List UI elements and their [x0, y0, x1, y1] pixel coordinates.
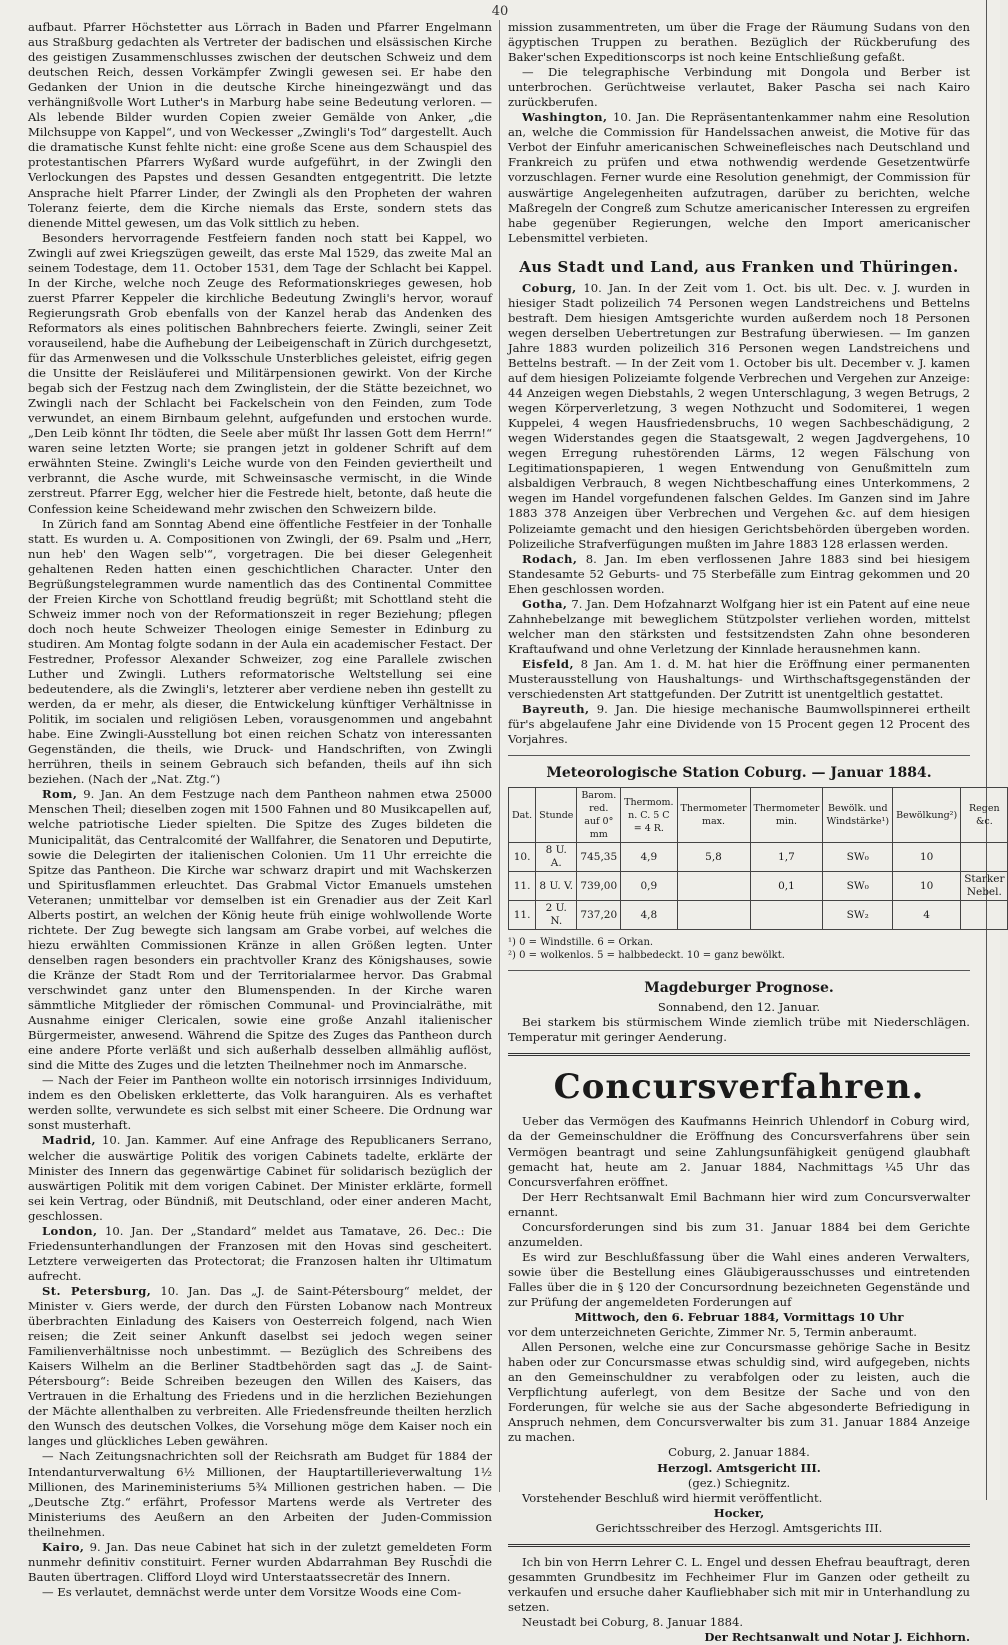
rom-article [28, 787, 492, 1073]
table-cell: 8 U. A. [536, 843, 577, 872]
coburg-article [508, 281, 970, 552]
washington-text: 10. Jan. Die Repräsentantenkammer nahm eine Resolution an, welche die Commission für Handelssachen anweist, die Motive für das Verbot der Einfuhr americanischen Schweinefleisches nach Deutschland und Frankreich zu prüfen und etwa nothwendig werdende Gesetzentwürfe vorzuschlagen. Ferner wurde eine Resolution genehmigt, der Commission für auswärtige Angelegenheiten aufzutragen, darüber zu berichten, welche Maßregeln der Congreß zum Schutze americanischer Interessen zu ergreifen habe gegenüber Regierungen, welche den Import americanischer Lebensmittel verbieten. [508, 110, 970, 245]
eisfeld-dateline: Eisfeld, [522, 656, 574, 671]
table-row [509, 843, 1008, 872]
table-cell: 745,35 [577, 843, 621, 872]
concurs-paragraph: Es wird zur Beschlußfassung über die Wahl eines anderen Verwalters, sowie über die Bestellung eines Gläubigerausschusses und eintretenden Falles über die in § 120 der Concursordnung bezeichneten Gegenstände und zur Prüfung der angemeldeten Forderungen auf [508, 1249, 970, 1309]
table-cell: 8 U. V. [536, 872, 577, 901]
separator-rule [508, 1053, 970, 1056]
bayreuth-text: 9. Jan. Die hiesige mechanische Baumwollspinnerei ertheilt für's abgelaufene Jahr eine Dividende von 15 Procent gegen 12 Procent des Vorjahres. [508, 702, 971, 747]
gotha-dateline: Gotha, [522, 596, 568, 611]
coburg-text: 10. Jan. In der Zeit vom 1. Oct. bis ult. Dec. v. J. wurden in hiesiger Stadt polizeilich 74 Personen wegen Landstreichens und Bettelns bestraft. Dem hiesigen Amtsgerichte wurden außerdem noch 18 Personen wegen derselben Uebertretungen zur Bestrafung überwiesen. — Im ganzen Jahre 1883 wurden polizeilich 316 Personen wegen Landstreichens und Bettelns bestraft. — In der Zeit vom 1. October bis ult. December v. J. kamen auf dem hiesigen Polizeiamte folgende Verbrechen und Vergehen zur Anzeige: 44 Anzeigen wegen Diebstahls, 2 wegen Unterschlagung, 3 wegen Betrugs, 2 wegen Körperverletzung, 3 wegen Nothzucht und Sodomiterei, 1 wegen Kuppelei, 4 wegen Hausfriedensbruchs, 10 wegen Sachbeschädigung, 2 wegen Widerstandes gegen die Staatsgewalt, 2 wegen Jagdvergehens, 10 wegen Erregung ruhestörenden Lärms, 12 wegen Fälschung von Legitimationspapieren, 1 wegen Entwendung von Genußmitteln zum alsbaldigen Verbrauch, 8 wegen Nichtbeschaffung eines Unterkommens, 2 wegen im Handel vorgefundenen falschen Geldes. Im Ganzen sind im Jahre 1883 378 Anzeigen über Verbrechen und Vergehen &c. auf dem hiesigen Polizeiamte gemacht und den hiesigen Gerichtsbehörden übergeben worden. Polizeiliche Strafverfügungen mußten im Jahre 1883 128 erlassen werden. [508, 280, 970, 551]
washington-dateline: Washington, [522, 110, 608, 125]
rom-dateline: Rom, [42, 787, 78, 802]
table-cell: 4 [893, 901, 961, 930]
table-cell: 11. [509, 872, 536, 901]
prognose-title: Magdeburger Prognose. [644, 980, 834, 997]
concurs-paragraph: Ueber das Vermögen des Kaufmanns Heinrich Uhlendorf in Coburg wird, da der Gemeinschuldner die Eröffnung des Concursverfahrens über sein Vermögen beantragt und seine Zahlungsunfähigkeit genügend glaubhaft gemacht hat, heute am 2. Januar 1884, Nachmittags ¼5 Uhr das Concursverfahren eröffnet. [508, 1114, 970, 1189]
table-cell: 11. [509, 901, 536, 930]
concurs-hearing-date: Mittwoch, den 6. Februar 1884, Vormittags 10 Uhr [574, 1310, 904, 1325]
madrid-dateline: Madrid, [42, 1133, 96, 1148]
table-cell: 2 U. N. [536, 901, 577, 930]
concurs-court: Herzogl. Amtsgericht III. [657, 1460, 821, 1475]
table-cell [750, 901, 823, 930]
table-cell [677, 872, 750, 901]
table-cell: SW₀ [823, 843, 893, 872]
table-cell: 0,1 [750, 872, 823, 901]
table-cell: Starker Nebel. [961, 872, 1008, 901]
table-cell: 4,8 [621, 901, 677, 930]
zwingli-paragraph-2: Besonders hervorragende Festfeiern fanden noch statt bei Kappel, wo Zwingli auf zwei Kriegszügen geweilt, das erste Mal 1529, das zweite Mal an seinem Todestage, dem 11. October 1531, dem Tage der Schlacht bei Kappel. In der Kirche, welche noch Zeuge des Reformationskrieges gewesen, hob zuerst Pfarrer Keppeler die kirchliche Bedeutung Zwingli's hervor, worauf Regierungsrath Grob ebenfalls von der Kanzel herab das Andenken des Reformators als eines politischen Bahnbrechers feierte. Zwingli, seiner Zeit vorauseilend, habe die Aufhebung der Leibeigenschaft in Zürich durchgesetzt, für das Armenwesen und die Volksschule Unsterbliches geleistet, eifrig gegen die Unsitte der Reisläuferei und Militärpensionen gewirkt. Von der Kirche begab sich der Festzug nach dem Zwinglistein, der die Stätte bezeichnet, wo Zwingli nach der Schlacht bei Fackelschein von den Feinden, zum Tode verwundet, an einem Birnbaum gelehnt, aufgefunden und erstochen wurde. „Den Leib könnt Ihr tödten, die Seele aber müßt Ihr lassen Gott dem Herrn!“ waren seine letzten Worte; sie prangen jetzt in goldener Schrift auf dem erwähnten Steine. Zwingli's Leiche wurde von den Feinden geviertheilt und verbrannt, die Asche wurde, mit Schweinsasche vermischt, in die Winde zerstreut. Pfarrer Egg, welcher hier die Festrede hielt, betonte, daß heute die Confession keine Scheidewand mehr zwischen den Schweizern bilde. [28, 230, 492, 516]
table-row [509, 901, 1008, 930]
table-cell [677, 901, 750, 930]
bayreuth-article [508, 702, 970, 747]
engel-signature: Der Rechtsanwalt und Notar J. Eichhorn. [704, 1629, 970, 1644]
concurs-paragraph: Concursforderungen sind bis zum 31. Januar 1884 bei dem Gerichte anzumelden. [508, 1219, 970, 1249]
page-edge-line [986, 0, 987, 1500]
stpetersburg-article-continued: — Nach Zeitungsnachrichten soll der Reichsrath am Budget für 1884 der Intendanturverwaltung 6½ Millionen, der Hauptartillerieverwaltung 1½ Millionen, des Marineministeriums 5¾ Millionen gestrichen haben. — Die „Deutsche Ztg.“ erfährt, Professor Martens werde als Vertreter des Ministeriums des Aeußern an den Arbeiten der Juden-Commission theilnehmen. [28, 1449, 492, 1539]
rom-text: 9. Jan. An dem Festzuge nach dem Pantheon nahmen etwa 25000 Menschen Theil; dieselben zogen mit 1500 Fahnen und 80 Musikcapellen auf, welche patriotische Lieder spielten. Die Spitze des Zuges bildeten die Municipalität, das Centralcomité der Wallfahrer, die Senatoren und Deputirte, sowie die Delegirten der italienischen Colonien. Um 11 Uhr erreichte die Spitze das Pantheon. Die Kirche war schwarz drapirt und mit Wachskerzen und Spiritusflammen erleuchtet. Das Grabmal Victor Emanuels umstehen Veteranen; unmittelbar vor demselben ist ein Grenadier aus der Zeit Karl Alberts postirt, an welchen der König heute früh einige wohlwollende Worte richtete. Der Zug bewegte sich langsam am Grabe vorbei, auf welches die hiezu erwählten Commissionen Kränze in allen Größen legten. Unter denselben ragen besonders ein prachtvoller Kranz des Königshauses, sowie die Kränze der Stadt Rom und der Territorialarmee hervor. Das Grabmal verschwindet ganz unter den Blumenspenden. In der Kirche waren sämmtliche Mitglieder der römischen Communal- und Provincialräthe, mit Ausnahme einiger Clericalen, sowie eine große Anzahl italienischer Bürgermeister, anwesend. Während die Spitze des Zuges das Pantheon durch eine andere Pforte verläßt und sich außerhalb desselben allmählig auflöst, sind die Mitte des Zuges und die letzten Theilnehmer noch im Anmarsche. [28, 787, 492, 1073]
zwingli-paragraph-1: aufbaut. Pfarrer Höchstetter aus Lörrach in Baden und Pfarrer Engelmann aus Straßburg gedachten als Vertreter der badischen und elsässischen Kirche des geistigen Zusammenschlusses zwischen der deutschen Schweiz und dem deutschen Reich, dessen Vorkämpfer Zwingli gewesen sei. Er habe den Gedanken der Union in die deutsche Kirche hineingezwängt und das verhängnißvolle Wort Luther's in Marburg habe seine Bedeutung verloren. — Als lebende Bilder wurden Copien zweier Gemälde von Anker, „die Milchsuppe von Kappel“, und von Weckesser „Zwingli's Tod“ dargestellt. Auch die dramatische Kunst fehlte nicht: eine große Scene aus dem Schauspiel des protestantischen Pfarrers Wyßard wurde aufgeführt, in der Zwingli den Verlockungen des Papstes und dessen Gesandten entgegentritt. Die letzte Ansprache hielt Pfarrer Linder, der Zwingli als den Propheten der wahren Toleranz feierte, dem die Kirche niemals das Erste, sondern stets das dienende Mittel gewesen, um das Volk sittlich zu heben. [28, 20, 492, 230]
weather-header-cell: Thermometer min. [750, 788, 823, 843]
engel-advertisement: Ich bin von Herrn Lehrer C. L. Engel und dessen Ehefrau beauftragt, deren gesammten Grundbesitz im Fechheimer Flur im Ganzen oder getheilt zu verkaufen und ersuche daher Kaufliebhaber sich mit mir in Unterhandlung zu setzen. [508, 1554, 970, 1614]
eisfeld-article [508, 657, 970, 702]
right-column [508, 20, 1005, 1644]
stpetersburg-dateline: St. Petersburg, [42, 1283, 152, 1298]
weather-header-cell: Bewölkung²) [893, 788, 961, 843]
kairo-article-continued: — Es verlautet, demnächst werde unter dem Vorsitze Woods eine Com- [42, 1584, 462, 1599]
prognose-date: Sonnabend, den 12. Januar. [657, 1000, 821, 1015]
table-cell: 4,9 [621, 843, 677, 872]
weather-header-cell: Stunde [536, 788, 577, 843]
concurs-title: Concursverfahren. [553, 1067, 925, 1108]
weather-table-header [509, 788, 1008, 843]
weather-header-cell: Dat. [509, 788, 536, 843]
gotha-text: 7. Jan. Dem Hofzahnarzt Wolfgang hier ist ein Patent auf eine neue Zahnhebelzange mit beweglichem Stützpolster verliehen worden, mittelst welcher man den stärksten und festsitzendsten Zahn ohne besonderen Kraftaufwand und ohne Verletzung der Kinnlade herausnehmen kann. [508, 596, 971, 656]
washington-article [508, 110, 970, 245]
eisfeld-text: 8 Jan. Am 1. d. M. hat hier die Eröffnung einer permanenten Musterausstellung von Haushaltungs- und Wirthschaftsgegenständen der verschiedensten Art stattgefunden. Der Zutritt ist unentgeltlich gestattet. [508, 656, 971, 702]
prognose-text: Bei starkem bis stürmischem Winde ziemlich trübe mit Niederschlägen. Temperatur mit geringer Aenderung. [508, 1015, 970, 1045]
weather-header-cell: Thermom. n. C. 5 C = 4 R. [621, 788, 677, 843]
table-cell: 5,8 [677, 843, 750, 872]
table-cell: 10. [509, 843, 536, 872]
gotha-article [508, 597, 970, 657]
left-column [28, 20, 493, 1599]
page-number: 40 [491, 4, 509, 19]
kairo-article [28, 1540, 492, 1585]
concurs-paragraph: Der Herr Rechtsanwalt Emil Bachmann hier wird zum Concursverwalter ernannt. [508, 1189, 970, 1219]
weather-footnote-2: ²) 0 = wolkenlos. 5 = halbbedeckt. 10 = ganz bewölkt. [508, 950, 785, 962]
rom-article-continued: — Nach der Feier im Pantheon wollte ein notorisch irrsinniges Individuum, indem es den Obelisken erkletterte, das Volk haranguiren. Als es verhaftet werden sollte, verwundete es sich selbst mit einer Scheere. Die Ordnung war sonst musterhaft. [28, 1073, 492, 1133]
separator-rule [508, 970, 970, 971]
rodach-article [508, 552, 970, 597]
table-row [509, 872, 1008, 901]
weather-header-cell: Barom. red. auf 0° mm [577, 788, 621, 843]
engel-date: Neustadt bei Coburg, 8. Januar 1884. [522, 1614, 744, 1629]
concurs-clerk: Gerichtsschreiber des Herzogl. Amtsgerichts III. [595, 1520, 883, 1535]
kairo-dateline: Kairo, [42, 1539, 85, 1554]
concurs-signature: (gez.) Schiegnitz. [687, 1475, 791, 1490]
kairo-continuation: mission zusammentreten, um über die Frage der Räumung Sudans von den ägyptischen Truppen zu berathen. Bezüglich der Rückberufung des Baker'schen Expeditionscorps ist noch keine Entschließung gefaßt. [508, 20, 970, 65]
stpetersburg-article [28, 1284, 492, 1450]
london-article [28, 1224, 492, 1284]
table-cell: SW₀ [823, 872, 893, 901]
dongola-paragraph: — Die telegraphische Verbindung mit Dongola und Berber ist unterbrochen. Gerüchtweise verlautet, Baker Pascha sei nach Kairo zurückberufen. [508, 65, 970, 110]
table-cell: 10 [893, 872, 961, 901]
kairo-text: 9. Jan. Das neue Cabinet hat sich in der zuletzt gemeldeten Form nunmehr definitiv constituirt. Ferner wurden Abdarrahman Bey Rusch̄di die Bauten übertragen. Clifford Lloyd wird Unterstaatssecretär des Innern. [28, 1539, 493, 1584]
weather-station-title: Meteorologische Station Coburg. — Januar 1884. [546, 765, 932, 782]
london-dateline: London, [42, 1223, 98, 1238]
concurs-clerk-name: Hocker, [713, 1505, 765, 1520]
table-cell: SW₂ [823, 901, 893, 930]
table-cell: 0,9 [621, 872, 677, 901]
stpetersburg-text: 10. Jan. Das „J. de Saint-Pétersbourg“ meldet, der Minister v. Giers werde, der durch den Fürsten Lobanow nach Montreux überbrachten Einladung des Kaisers von Oesterreich folgend, nach Wien reisen; die Zeit seiner Ankunft daselbst sei jedoch wegen seiner Familienverhältnisse noch unbestimmt. — Bezüglich des Schreibens des Kaisers Wilhelm an die Berliner Stadtbehörden sagt das „J. de Saint-Pétersbourg“: Beide Schreiben bezeugen den Willen des Kaisers, das Vertrauen in die Erhaltung des Friedens und in die herzlichen Beziehungen der Mächte allenthalben zu verbreiten. Alle Friedensfreunde theilten herzlich den Wunsch des deutschen Volkes, die Vorsehung möge dem Kaiser noch ein langes und glückliches Leben gewähren. [28, 1283, 493, 1449]
column-divider [499, 20, 500, 1492]
table-cell [961, 901, 1008, 930]
zwingli-paragraph-3: In Zürich fand am Sonntag Abend eine öffentliche Festfeier in der Tonhalle statt. Es wurden u. A. Compositionen von Zwingli, der 69. Psalm und „Herr, nun heb' den Wagen selb'“, vorgetragen. Die bei dieser Gelegenheit gehaltenen Reden hatten einen geschichtlichen Character. Unter den Begrüßungstelegrammen wurde namentlich das des Continental Committee der Freien Kirche von Schottland freudig begrüßt; mit Schottland steht die Schweiz immer noch von der Reformationszeit in reger Beziehung; pflegen doch noch heute Schweizer Theologen einige Semester in Edinburg zu studiren. Am Montag folgte sodann in der Aula ein academischer Festact. Der Festredner, Professor Alexander Schweizer, zog eine Parallele zwischen Luther und Zwingli. Luthers reformatorische Weltstellung sei eine bedeutendere, als die Zwingli's, letzterer aber verdiene neben ihn gestellt zu werden, da er mehr, als dieser, die Entwickelung künftiger Verhältnisse in Politik, im socialen und religiösen Leben, vorausgenommen und angebahnt habe. Eine Zwingli-Ausstellung bot einen reichen Schatz von interessanten Gegenständen, die theils, wie Druck- und Handschriften, von Zwingli herrühren, theils in seinem Gebrauch sich befanden, theils auf ihn sich beziehen. (Nach der „Nat. Ztg.“) [28, 516, 492, 787]
weather-table [508, 787, 1008, 930]
concurs-date: Coburg, 2. Januar 1884. [668, 1445, 810, 1460]
rodach-text: 8. Jan. Im eben verflossenen Jahre 1883 sind bei hiesigem Standesamte 52 Geburts- und 75 Sterbefälle zum Eintrag gekommen und 20 Ehen geschlossen worden. [508, 551, 970, 596]
table-cell [961, 843, 1008, 872]
weather-header-cell: Bewölk. und Windstärke¹) [823, 788, 893, 843]
regional-section-heading: Aus Stadt und Land, aus Franken und Thüringen. [519, 257, 959, 276]
table-cell: 737,20 [577, 901, 621, 930]
separator-rule [508, 1544, 970, 1547]
weather-header-cell: Regen &c. [961, 788, 1008, 843]
weather-footnote-1: ¹) 0 = Windstille. 6 = Orkan. [508, 937, 654, 949]
london-text: 10. Jan. Der „Standard“ meldet aus Tamatave, 26. Dec.: Die Friedensunterhandlungen der Franzosen mit den Hovas sind gescheitert. Letztere verweigerten das Protectorat; die Franzosen halten ihr Ultimatum aufrecht. [28, 1223, 492, 1283]
weather-header-cell: Thermometer max. [677, 788, 750, 843]
madrid-text: 10. Jan. Kammer. Auf eine Anfrage des Republicaners Serrano, welcher die auswärtige Politik des vorigen Cabinets tadelte, erklärte der Minister des Innern das gegenwärtige Cabinet für solidarisch bezüglich der auswärtigen Politik mit dem vorigen Cabinet. Der Minister erklärte, formell sei kein Vertrag, oder Bündniß, mit Deutschland, oder einer anderen Macht, geschlossen. [28, 1133, 493, 1223]
bayreuth-dateline: Bayreuth, [522, 702, 590, 717]
madrid-article [28, 1133, 492, 1223]
concurs-paragraph: Allen Personen, welche eine zur Concursmasse gehörige Sache in Besitz haben oder zur Concursmasse etwas schuldig sind, wird aufgegeben, nichts an den Gemeinschuldner zu verabfolgen oder zu leisten, auch die Verpflichtung auferlegt, von dem Besitze der Sache und von den Forderungen, für welche sie aus der Sache abgesonderte Befriedigung in Anspruch nehmen, dem Concursverwalter bis zum 31. Januar 1884 Anzeige zu machen. [508, 1340, 970, 1445]
concurs-paragraph: vor dem unterzeichneten Gerichte, Zimmer Nr. 5, Termin anberaumt. [508, 1325, 917, 1340]
coburg-dateline: Coburg, [522, 280, 577, 295]
table-cell: 10 [893, 843, 961, 872]
table-cell: 739,00 [577, 872, 621, 901]
concurs-note: Vorstehender Beschluß wird hiermit veröffentlicht. [522, 1490, 823, 1505]
table-cell: 1,7 [750, 843, 823, 872]
separator-rule [508, 755, 970, 756]
rodach-dateline: Rodach, [522, 551, 578, 566]
